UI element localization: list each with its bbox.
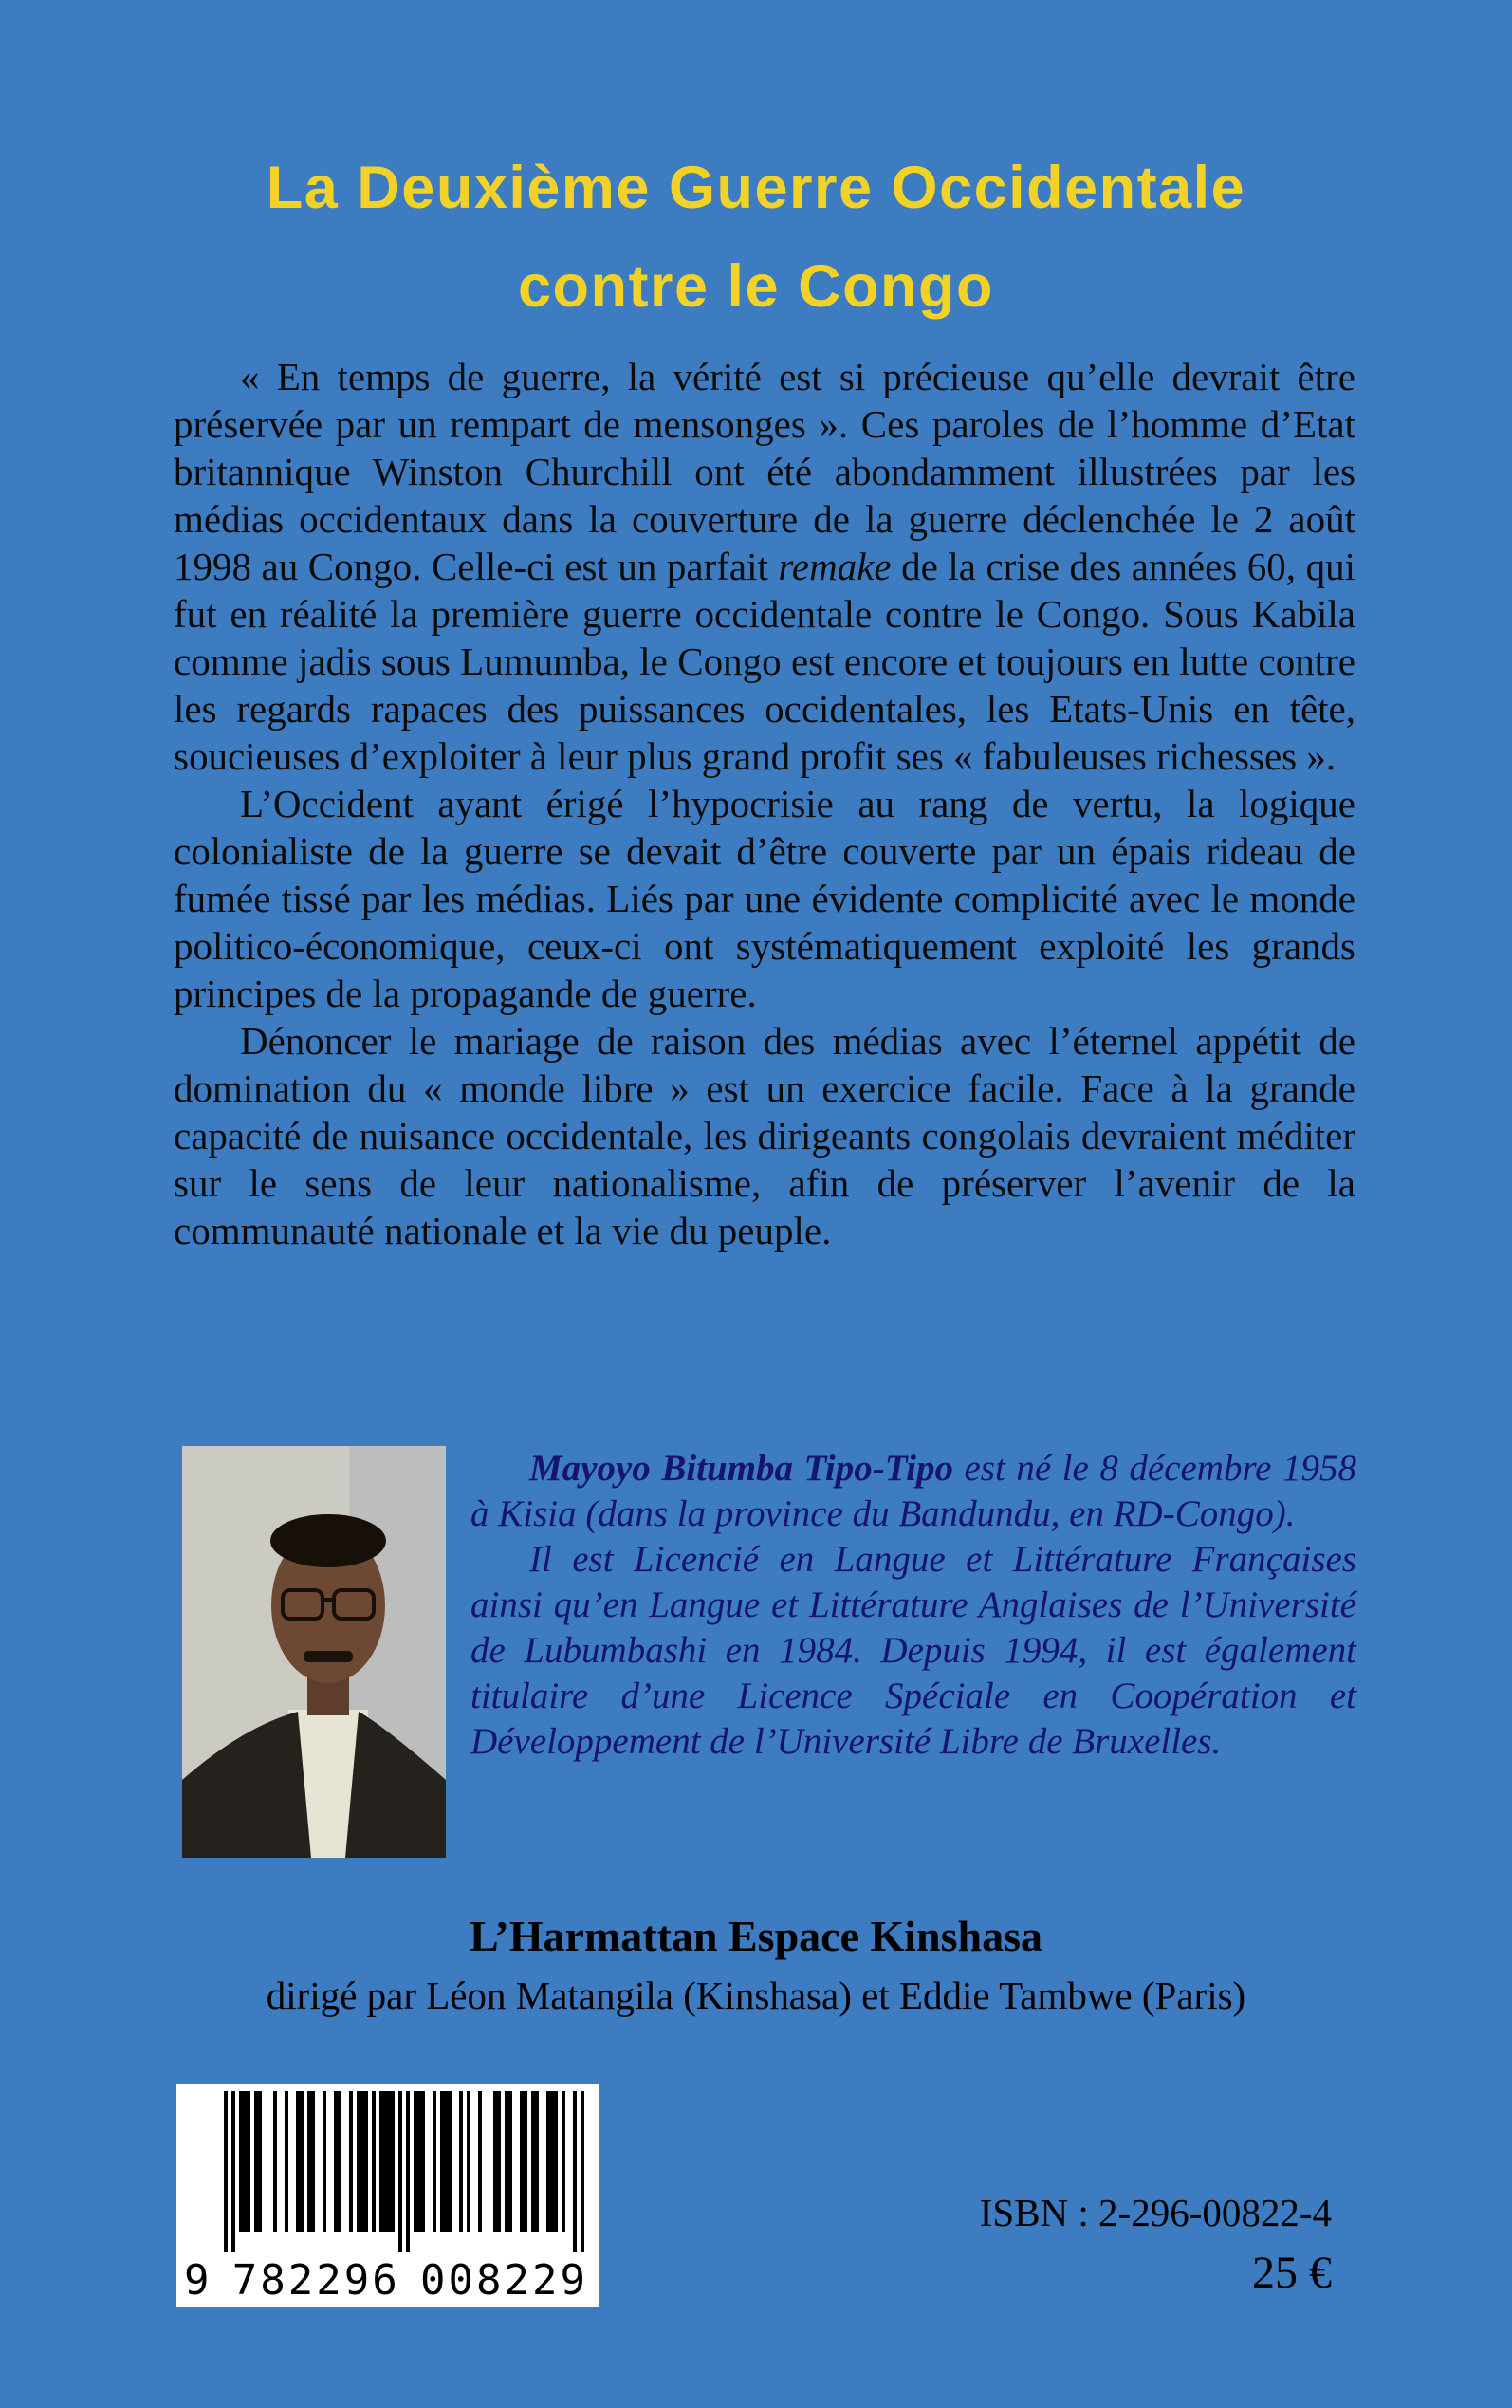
book-title-line2: contre le Congo — [517, 253, 994, 320]
author-bio-paragraph-2: Il est Licencié en Langue et Littérature Françaises ainsi qu’en Langue et Littérature Anglaises de l’Université de Lubumbashi en 1984. Depuis 1994, il est également titulaire d’une Licence Spéciale en Coopération et Développement de l’Université Libre de Bruxelles. — [470, 1539, 1356, 1762]
publisher-section — [0, 1911, 1512, 2018]
author-portrait-illustration — [182, 1446, 446, 1858]
barcode-bars — [224, 2091, 584, 2254]
synopsis-paragraph-2: L’Occident ayant érigé l’hypocrisie au rang de vertu, la logique colonialiste de la guerre se devait d’être couverte par un épais rideau de fumée tissé par les médias. Liés par une évidente complicité avec le monde politico-économique, ceux-ci ont systématiquement exploité les grands principes de la propagande de guerre. — [174, 782, 1355, 1015]
synopsis-p1-pre: « En temps de guerre, la vérité est si précieuse qu’elle devrait être préservée par un rempart de mensonges ». Ces paroles de l’homme d’Etat britannique Winston Churchill ont été abondamment illustrées par les médias occidentaux dans la couverture de la guerre déclenchée le 2 août 1998 au Congo. Celle-ci est un parfait — [174, 355, 1355, 588]
synopsis-paragraph-3: Dénoncer le mariage de raison des médias avec l’éternel appétit de domination du « monde libre » est un exercice facile. Face à la grande capacité de nuisance occidentale, les dirigeants congolais devraient méditer sur le sens de leur nationalisme, afin de préserver l’avenir de la communauté nationale et la vie du peuple. — [174, 1019, 1355, 1252]
publisher-directors: dirigé par Léon Matangila (Kinshasa) et Eddie Tambwe (Paris) — [266, 1973, 1246, 2017]
barcode — [176, 2084, 599, 2307]
author-name: Mayoyo Bitumba Tipo-Tipo — [529, 1448, 953, 1489]
author-photo — [182, 1446, 446, 1858]
synopsis-p1-post: de la crise des années 60, qui fut en réalité la première guerre occidentale contre le Congo. Sous Kabila comme jadis sous Lumumba, le Congo est encore et toujours en lutte contre les regards rapaces des puissances occidentales, les Etats-Unis en tête, soucieuses d’exploiter à leur plus grand profit ses « fabuleuses richesses ». — [174, 545, 1356, 778]
synopsis-p1-italic-word: remake — [778, 545, 892, 588]
synopsis — [174, 353, 1355, 1254]
barcode-digits — [184, 2258, 588, 2304]
book-title — [0, 139, 1512, 336]
book-title-line1: La Deuxième Guerre Occidentale — [266, 155, 1246, 221]
barcode-digit-group-1: 9 — [184, 2256, 212, 2305]
publisher-collection-name: L’Harmattan Espace Kinshasa — [469, 1912, 1043, 1960]
author-bio — [470, 1446, 1356, 1858]
price-text: 25 € — [1252, 2248, 1332, 2298]
author-section — [182, 1446, 1356, 1858]
isbn-text: ISBN : 2-296-00822-4 — [979, 2191, 1332, 2234]
barcode-digit-group-3: 008229 — [420, 2256, 588, 2305]
barcode-digit-group-2: 782296 — [231, 2256, 400, 2305]
author-bio-p1-rest: est né le 8 décembre 1958 à Kisia (dans la province du Bandundu, en RD-Congo). — [470, 1448, 1356, 1534]
synopsis-paragraph-1 — [174, 353, 1355, 780]
author-bio-paragraph-1 — [470, 1446, 1356, 1537]
